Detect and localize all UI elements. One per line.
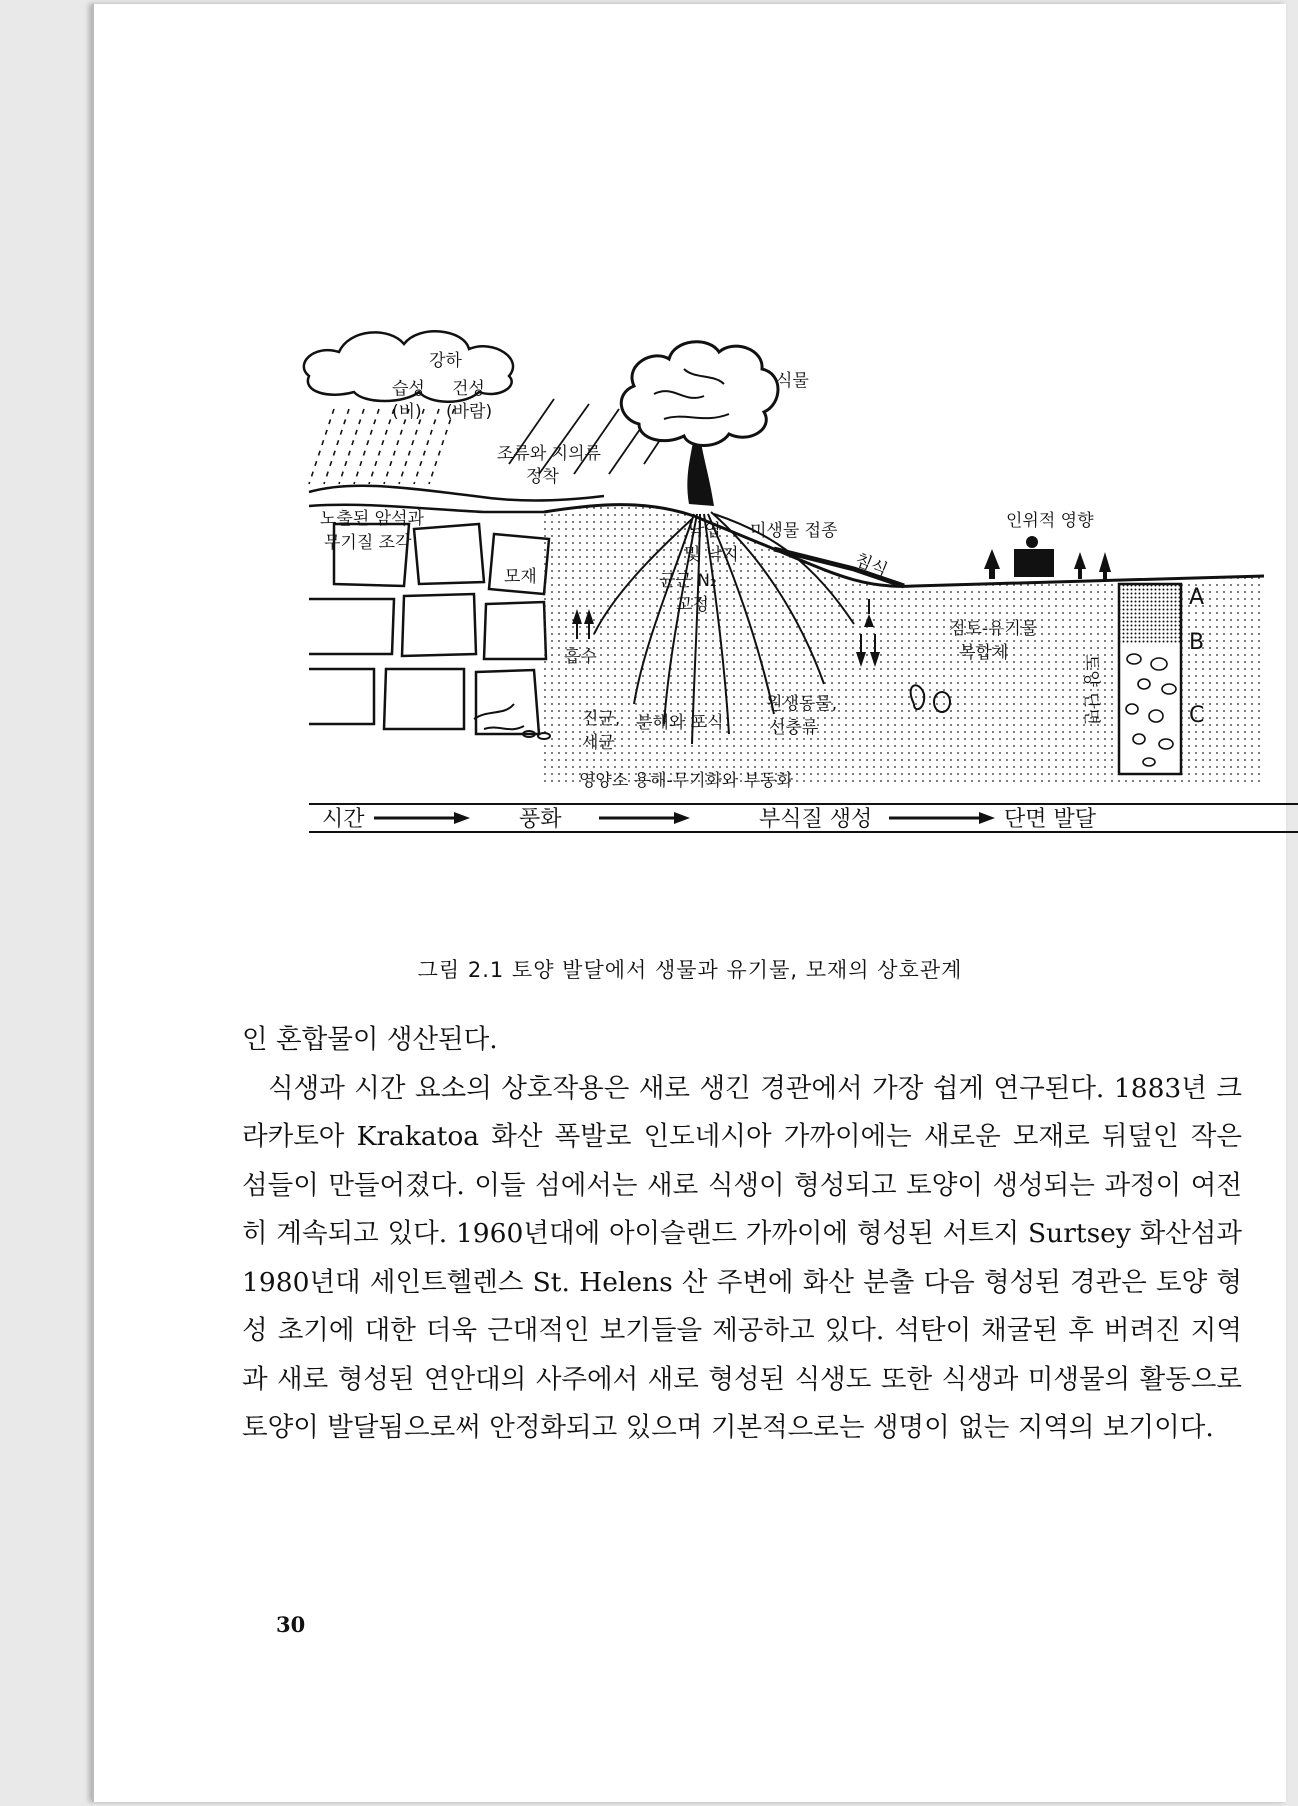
label-soil-profile: 토양 단면: [1081, 654, 1101, 726]
label-plant: 식물: [776, 371, 809, 391]
label-litter: 낙엽: [688, 521, 721, 541]
timeline-profile: 단면 발달: [1004, 807, 1097, 832]
label-absorption: 흡수: [564, 647, 597, 667]
label-decomposition: 분해와 포식: [636, 713, 724, 733]
label-precipitation: 강하: [429, 351, 462, 371]
label-exposed-rock: 노출된 암석과: [320, 509, 424, 529]
rain-lines: [309, 409, 454, 484]
page-number: 30: [276, 1612, 306, 1637]
book-page: [92, 4, 1286, 1802]
tree-icon: [621, 342, 778, 506]
label-litter-twigs: 및 낙지: [684, 545, 739, 565]
figure-illustration: [214, 324, 1298, 944]
label-algae-lichen: 조류와 지의류: [497, 444, 601, 464]
timeline: [309, 804, 1298, 832]
human-influence-icon: [984, 536, 1111, 582]
soil-profile-column: [1119, 584, 1181, 774]
soil-development-figure: [214, 324, 1298, 944]
label-microbe-inoculation: 미생물 접종: [750, 521, 838, 541]
figure-caption: 그림 2.1 토양 발달에서 생물과 유기물, 모재의 상호관계: [417, 958, 963, 982]
timeline-humus: 부식질 생성: [759, 807, 873, 832]
paragraph-2: 식생과 시간 요소의 상호작용은 새로 생긴 경관에서 가장 쉽게 연구된다. 1883년 크라카토아 Krakatoa 화산 폭발로 인도네시아 가까이에는 새로운 모재로 뒤덮인 작은 섬들이 만들어졌다. 이들 섬에서는 새로 식생이 형성되고 토양이 생성되는 과정이 여전히 계속되고 있다. 1960년대에 아이슬랜드 가까이에 형성된 서트지 Surtsey 화산섬과 1980년대 세인트헬렌스 St. Helens 산 주변에 화산 분출 다음 형성된 경관은 토양 형성 초기에 대한 더욱 근대적인 보기들을 제공하고 있다. 석탄이 채굴된 후 버려진 지역과 새로 형성된 연안대의 사주에서 새로 형성된 식생도 또한 식생과 미생물의 활동으로 토양이 발달됨으로써 안정화되고 있으며 기본적으로는 생명이 없는 지역의 보기이다.: [242, 1072, 1242, 1443]
label-clay-humus-complex: 복합체: [959, 643, 1009, 663]
timeline-time: 시간: [322, 807, 365, 832]
label-horizon-c: C: [1189, 703, 1205, 728]
label-nutrient-cycle: 영양소 용해-무기화와 부동화: [579, 771, 794, 791]
label-parent-material: 모재: [504, 567, 537, 587]
label-erosion: 침식: [852, 550, 891, 581]
label-nematodes: 선충류: [769, 718, 819, 738]
label-bacteria: 세균: [582, 733, 615, 753]
label-n-fixation: 균근 N₂: [659, 571, 717, 591]
label-clay-humus: 점토-유기물: [949, 619, 1038, 639]
label-dry: 건성: [452, 379, 485, 399]
label-horizon-a: A: [1189, 585, 1205, 610]
paragraph-1: 인 혼합물이 생산된다.: [242, 1024, 498, 1055]
label-human-influence: 인위적 영향: [1006, 511, 1094, 531]
label-wind: (바람): [446, 402, 493, 422]
label-horizon-b: B: [1189, 630, 1205, 655]
label-mineral-fragments: 무기질 조각: [324, 533, 412, 553]
label-protozoa: 원생동물,: [766, 694, 838, 714]
label-algae-lichen-settle: 정착: [526, 467, 559, 487]
label-wet: 습성: [392, 379, 425, 399]
timeline-weathering: 풍화: [519, 807, 562, 832]
body-text: [242, 1016, 1242, 1453]
label-n-fixation-2: 고정: [676, 595, 709, 615]
label-fungi: 진균,: [582, 709, 621, 729]
label-rain: (비): [392, 402, 422, 422]
